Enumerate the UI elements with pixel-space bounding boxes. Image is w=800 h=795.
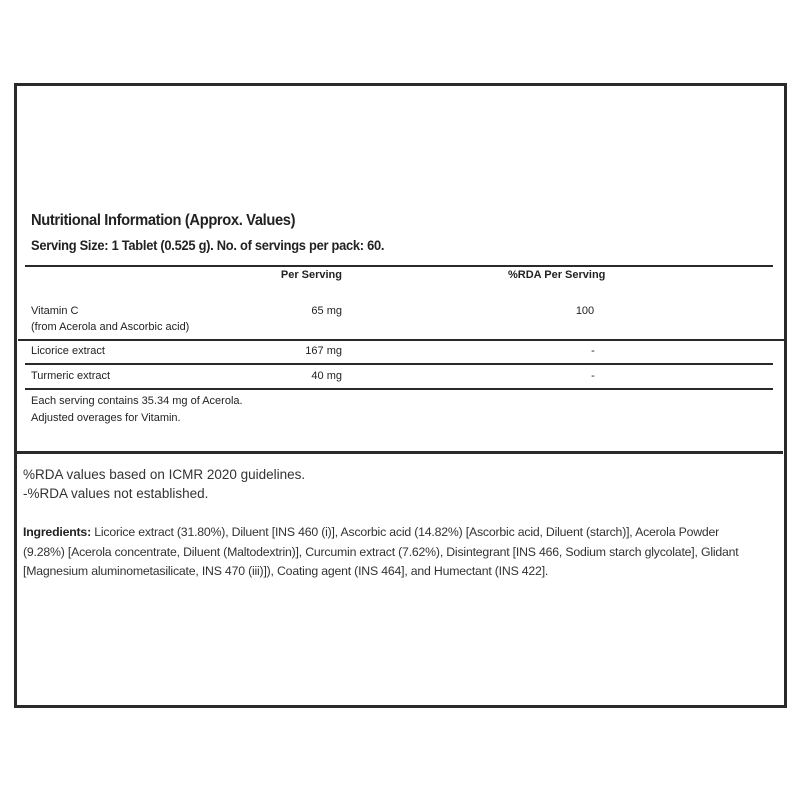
header-rda: %RDA Per Serving xyxy=(508,269,606,281)
rda-value: - xyxy=(591,370,595,382)
per-serving-value: 65 mg xyxy=(311,305,342,317)
table-bottom-rule xyxy=(17,451,783,454)
nutrient-name: Vitamin C xyxy=(31,305,79,317)
nutrient-name: Licorice extract xyxy=(31,345,105,357)
footnote: %RDA values based on ICMR 2020 guidelines. xyxy=(23,467,306,482)
row-rule xyxy=(25,363,773,365)
per-serving-value: 167 mg xyxy=(305,345,342,357)
nutrient-sub: (from Acerola and Ascorbic acid) xyxy=(31,321,190,333)
footnote: -%RDA values not established. xyxy=(23,486,209,501)
nutrient-name: Turmeric extract xyxy=(31,370,111,382)
per-serving-value: 40 mg xyxy=(311,370,342,382)
nutrition-title: Nutritional Information (Approx. Values) xyxy=(31,212,296,229)
ingredients-text: Licorice extract (31.80%), Diluent [INS 460 (i)], Ascorbic acid (14.82%) [Ascorbic acid, Diluent (starch)], Acerola Powder (9.28%) [Acerola concentrate, Diluent (Maltodextrin)], Curcumin extract (7.62%), Disintegrant [INS 466, Sodium starch glycolate], Glidant [Magnesium aluminometasilicate, INS 470 (iii)]), Coating agent (INS 464], and Humectant (INS 422]. xyxy=(23,525,739,578)
ingredients-label: Ingredients: xyxy=(23,525,91,539)
rda-value: - xyxy=(591,345,595,357)
table-top-rule xyxy=(25,265,773,267)
ingredients xyxy=(23,523,763,582)
row-rule xyxy=(18,339,784,341)
serving-size: Serving Size: 1 Tablet (0.525 g). No. of servings per pack: 60. xyxy=(31,237,385,253)
table-note: Each serving contains 35.34 mg of Acerola. xyxy=(31,395,243,407)
rda-value: 100 xyxy=(575,305,595,317)
row-rule xyxy=(25,388,773,390)
header-per-serving: Per Serving xyxy=(280,269,342,281)
table-note: Adjusted overages for Vitamin. xyxy=(31,412,181,424)
